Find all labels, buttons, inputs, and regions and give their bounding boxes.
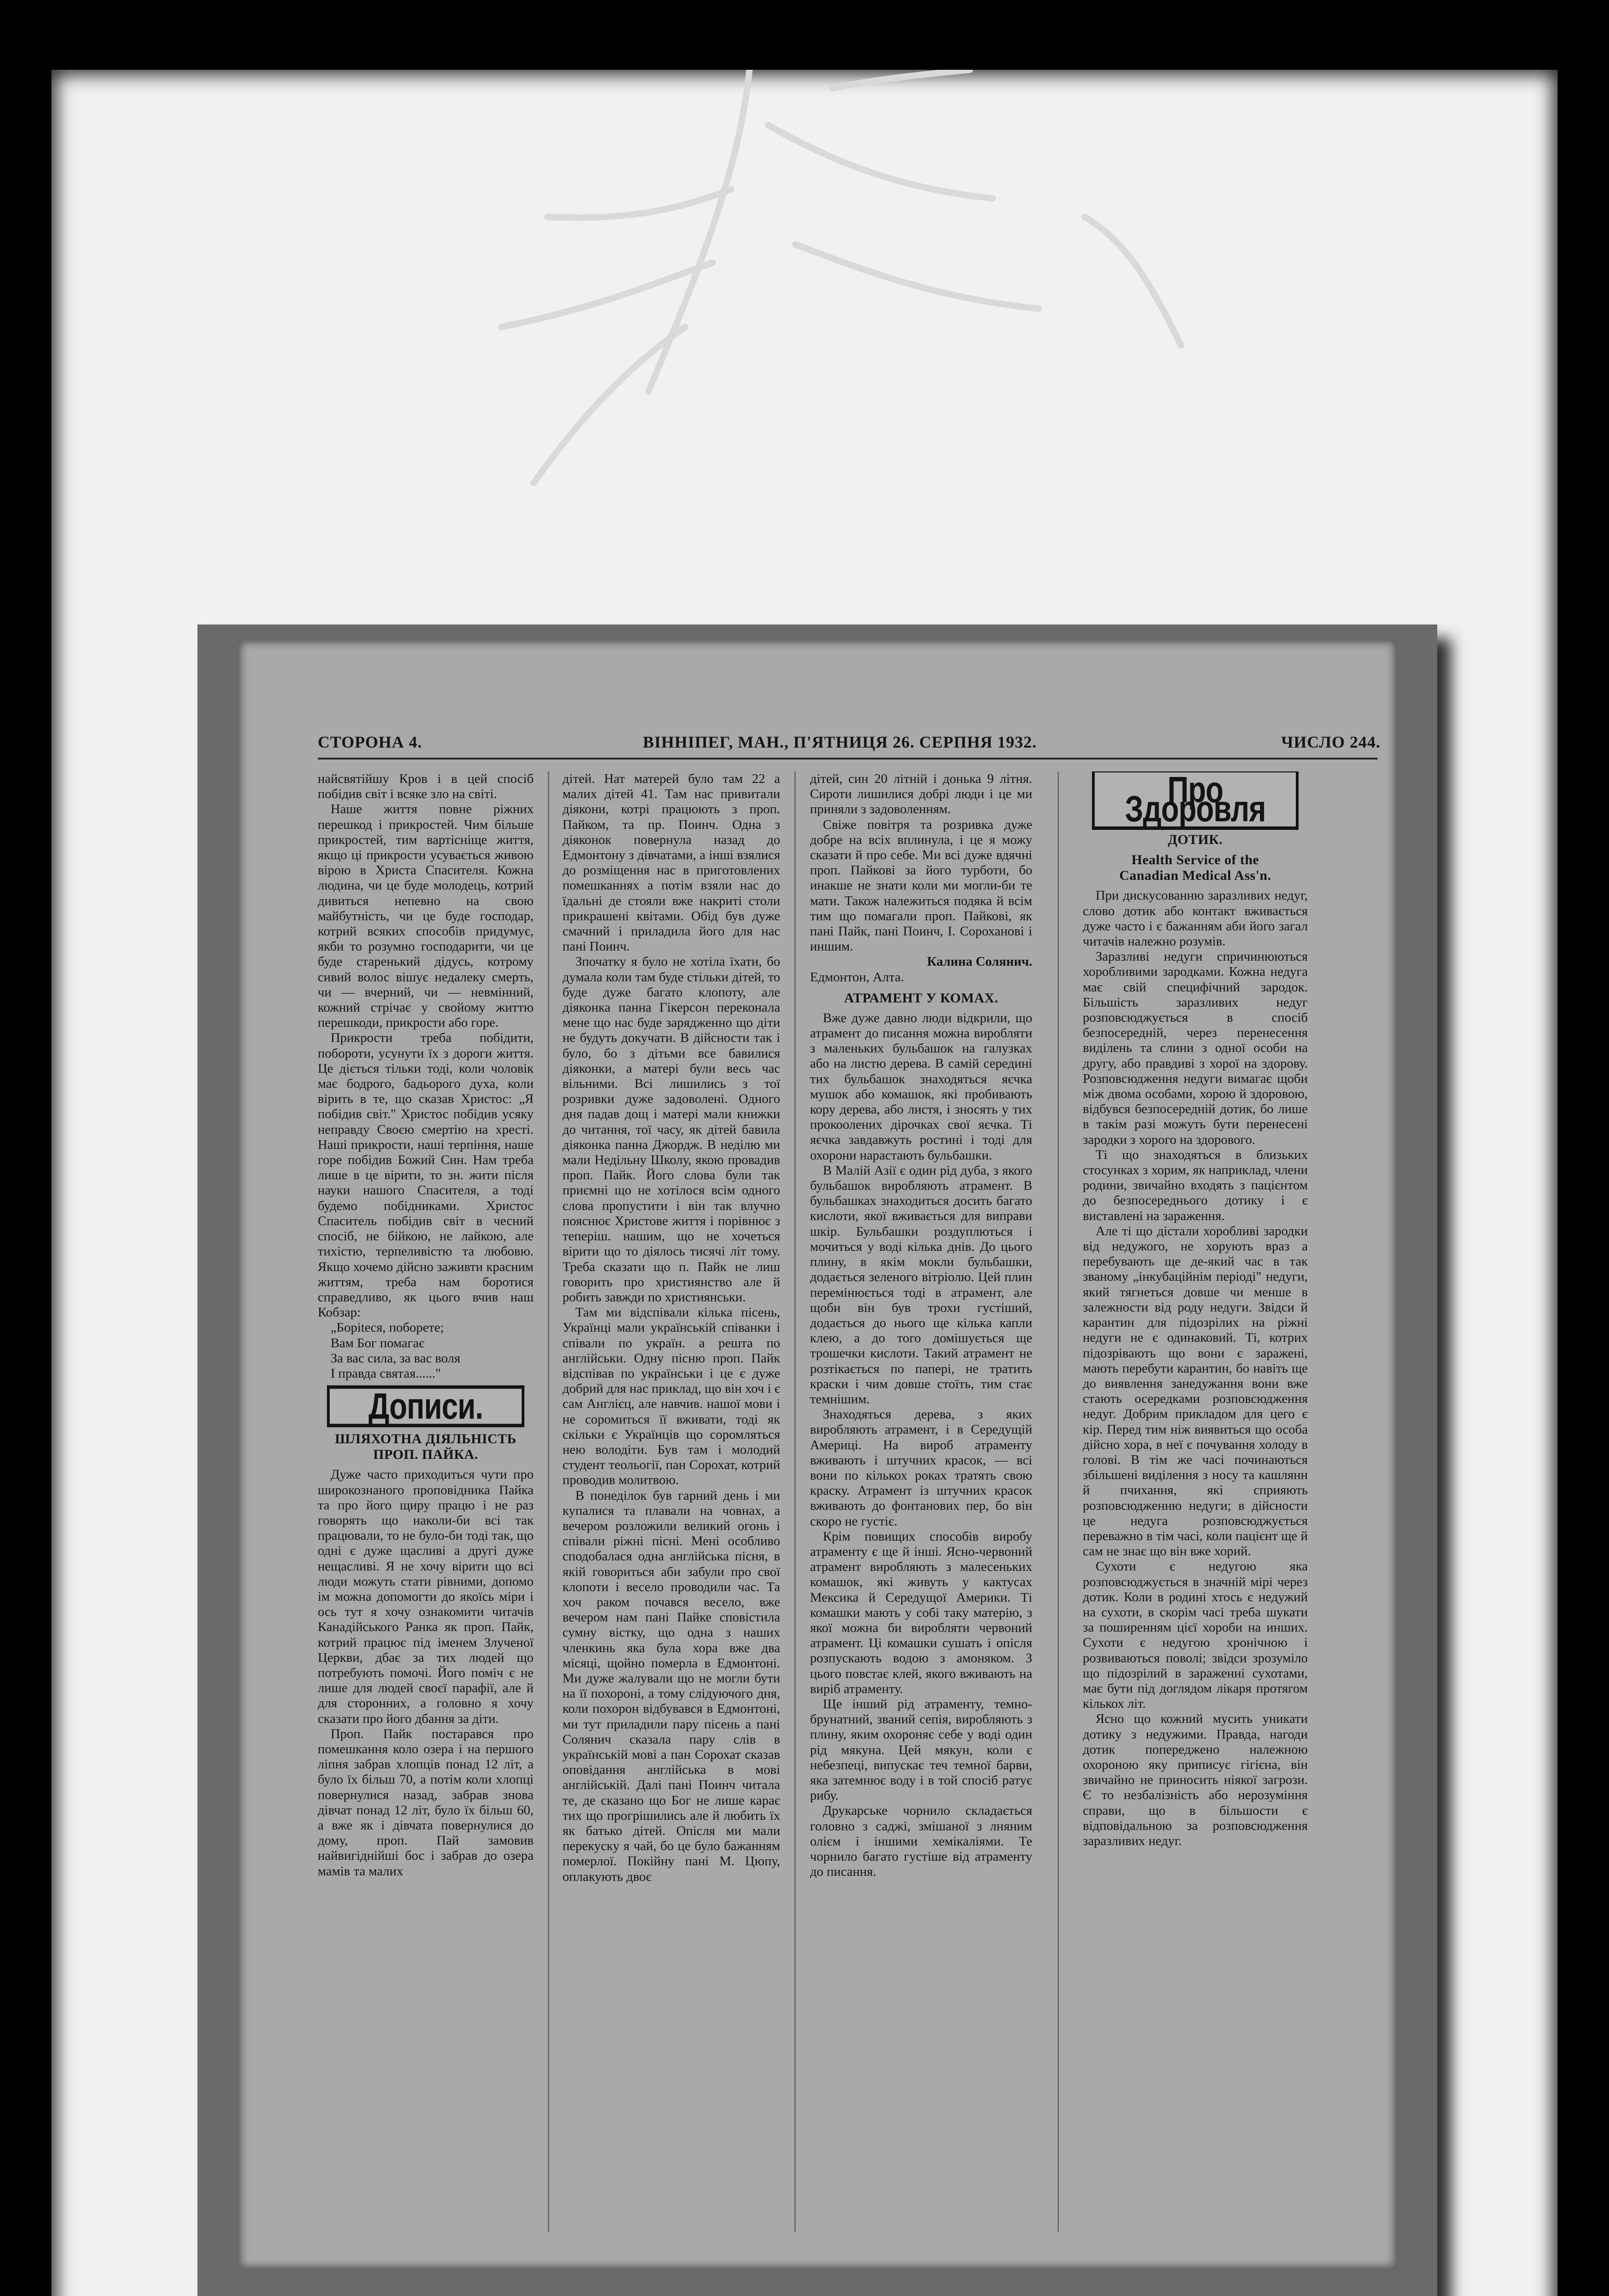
section-box-dopysy: Дописи. <box>327 1385 524 1428</box>
column-divider <box>794 771 796 2232</box>
column-1 <box>318 771 534 2232</box>
paragraph: Але ті що дістали хоробливі зародки від недужого, не хорують враз а перебувають ще де-який час в так званому „інкубаційнім періоді" недуги, який тягнеться довше чи менше в залежности від роду недуги. Звідси й карантин для підозрілих на ріжні недуги не є одинаковий. Ті, котрих підозрівають що вони є заражені, мають перебути карантин, бо навіть ще до виявлення занедужання вони вже стають осередками розповсюдження недуг. Добрим прикладом для цего є кір. Перед тим ніж виявиться що особа дійсно хора, в неї є почування холоду в голові. В тім же часі починаються збільшені виділення з носу та кашлянн й пчихання, які сприяють розповсюдженню недуги; в дійсности це недуга розповсюджується переважно в тім часі, коли пацієнт ще й сам не знає що він вже хорий. <box>1083 1223 1308 1559</box>
paragraph: Ясно що кожний мусить уникати дотику з недужими. Правда, нагоди дотик попереджено належною охороною яку приписує гігієна, він звичайно не приносить ніякої загрози. Є то незбалізність або нерозуміння справи, що в більшости є відповідальною за розповсюдження заразливих недуг. <box>1083 1711 1308 1848</box>
paragraph: дітей. Нат матерей було там 22 а малих дітей 41. Там нас привитали діякони, котрі працюють з проп. Пайком, та пр. Поинч. Одна з діяконок повернула назад до Едмонтону з дівчатами, а інші взялися до розміщення нас в приготовлених помешканнях а потім взяли нас до їдальні де стояли вже накриті столи прикрашені квітами. Обід був дуже смачний і приладила його для нас пані Поинч. <box>563 771 780 954</box>
article-title-line: ПРОП. ПАЙКА. <box>373 1447 478 1463</box>
paragraph: Крім повищих способів виробу атраменту є ще й інші. Ясно-червоний атрамент виробляють з малесеньких комашок, які живуть у кактусах Мексика й Середущої Америки. Ті комашки мають у собі таку матерію, з якої можна би виробляти червоний атрамент. Ці комашки сушать і опісля розпускають водою з амоняком. З цього повстає клей, якого вживають на виріб атраменту. <box>810 1529 1032 1696</box>
article-title: АТРАМЕНТ У КОМАХ. <box>844 990 998 1006</box>
article-source-line: Health Service of the <box>1131 852 1259 868</box>
paragraph: Ті що знаходяться в близьких стосунках з хорим, як наприклад, члени родини, звичайно входять з пацієнтом до безпосереднього дотику і є виставлені на зараження. <box>1083 1147 1308 1223</box>
page-number-label: СТОРОНА 4. <box>318 733 422 751</box>
paragraph: Зпочатку я було не хотіла їхати, бо думала коли там буде стільки дітей, то буде дуже багато клопоту, але діяконка панна Гікерсон переконала мене що нас буде зарядженно що діти не будуть докучати. В дійсности так і було, бо з дітьми все бавилися діяконки, а матері були весь час вільними. Всі лишились з тої розривки дуже задоволені. Одного дня падав дощ і матері мали книжки до читання, тої часу, як дітей бавила діяконка панна Джордж. В неділю ми мали Недільну Школу, якою провадив проп. Пайк. Його слова були так приємні що не хотілося всім одного слова пропустити і він так влучно пояснює Христове життя і порівнює з теперіш. нашим, що не хочеться вірити що то діялось тисячі літ тому. Треба сказати що п. Пайк не лиш говорить про християнство але й робить завжди по християнськи. <box>563 954 780 1305</box>
poem-line: „Боріteся, поборете; <box>331 1320 444 1335</box>
poem-quote <box>318 1320 534 1381</box>
signature-name: Калина Солянич. <box>927 954 1032 969</box>
column-3 <box>810 771 1032 2232</box>
poem-line: Вам Бог помагає <box>331 1335 425 1351</box>
branch-shadow <box>51 70 1558 644</box>
newspaper-page <box>239 641 1396 2268</box>
poem-line: І правда святая......" <box>331 1366 441 1381</box>
paragraph: Там ми відспівали кілька пісень, Українці мали українській співанки і співали по україн. а решта по англійськи. Одну пісню проп. Пайк відспівав по українськи і це є дуже добрий для нас приклад, що він хоч і є сам Англієц, але навчив. нашої мови і не соромиться її вживати, тоді як скільки є Українців що соромляться нею володіти. Був там і молодий студент теольогії, пан Сорохат, котрий проводив молитвою. <box>563 1305 780 1488</box>
article-title: ДОТИК. <box>1168 832 1223 848</box>
header-rule <box>318 758 1378 760</box>
paragraph: Друкарське чорнило складається головно з саджі, змішаної з лняним олієм і іншими хемікаліями. Те чорнило багато густіше від атраменту до писання. <box>810 1803 1032 1880</box>
issue-number-label: ЧИСЛО 244. <box>1281 733 1381 751</box>
column-divider <box>548 771 549 2232</box>
paragraph: Дуже часто приходиться чути про широкознаного проповідника Пайка та про його щиру працю і не раз говорять що наколи-би всі так працювали, то не було-би тоді так, що одні є дуже щасливі а другі дуже нещасливі. Я не хочу вірити що всі люди можуть стати рівними, допомо ім можна допомогти до якоїсь міри і ось тут я хочу ознакомити читачів Канадійського Ранка як проп. Пайк, котрий працює під іменем Злученої Церкви, дбає за тих людей що потребують помочі. Його поміч є не лише для людей своєї парафії, але й для сторонних, а головно я хочу сказати про його дбання за діти. <box>318 1467 534 1726</box>
paragraph: Вже дуже давно люди відкрили, що атрамент до писання можна виробляти з маленьких бульбашок на галузках або на листю дерева. В самій середині тих бульбашок знаходяться яєчка мушок або комашок, які пробивають кору дерева, або листя, і зносять у тих прокоолених дірочках свої яєчка. Ті яєчка завдавжуть ростині і тоді для охорони нарастають бульбашки. <box>810 1010 1032 1163</box>
column-divider <box>1058 771 1059 2232</box>
paragraph: Заразливі недуги спричинюються хоробливими зародками. Кожна недуга має свій специфічний зародок. Більшість заразливих недуг розповсюджується в спосіб безпосередній, через перенесення виділень та слини з одної особи на другу, або правдиві з хорої на здорову. Розповсюдження недуги вимагає щоби між двома особами, хорою й здоровою, відбувся безпосередній дотик, бо лише в такім разі можуть бути перенесені зародки з хорого на здорового. <box>1083 949 1308 1147</box>
article-source <box>1083 852 1308 884</box>
dateline: ВІННІПЕГ, МАН., П'ЯТНИЦЯ 26. СЕРПНЯ 1932. <box>643 733 1037 751</box>
paragraph: В понеділок був гарний день і ми купалися та плавали на човнах, а вечером розложили великий огонь і співали ріжні пісні. Мені особливо сподобалася одна англійська пісня, в якій говориться аби забули про свої клопоти і весело проводили час. Та хоч раком почався весело, вже вечером нам пані Пайке сповістила сумну вістку, що одна з наших членкинь яка була хора вже два місяці, щойно померла в Едмонтоні. Ми дуже жалували що не могли бути на її похороні, а тому слідуючого дня, коли похорон відбувався в Едмонтоні, ми тут приладили пару пісень а пані Солянич сказала пару слів в українській мові а пан Сорохат сказав оповідання англійська в мові англійській. Далі пані Поинч читала те, де сказано що Бог не лише карає тих що прогрішились але й любить їх як батько дітей. Опісля ми мали перекуску я чай, бо це було бажанням померлої. Покійну пані М. Цюпу, оплакують двоє <box>563 1488 780 1884</box>
paragraph: Знаходяться дерева, з яких виробляють атрамент, і в Середущій Америці. На вироб атраменту вживають і штучних красок, — всі вони по кількох роках тратять свою краску. Атрамент із штучних красок вживають до фонтанових пер, бо він скоро не густіє. <box>810 1407 1032 1529</box>
paragraph: Проп. Пайк постарався про помешкання коло озера і на першого ліпня забрав хлопців понад 12 літ, а було їх більш 70, а потім коли хлопці повернулися назад, забрав знова дівчат понад 12 літ, було їх більш 60, а вже як і дівчата повернулися до дому, проп. Пай замовив найвигіднійші бос і забрав до озера мамів та малих <box>318 1726 534 1879</box>
paragraph: найсвятійшу Кров і в цей спосіб побідив світ і всяке зло на світі. <box>318 771 534 802</box>
article-title <box>318 1431 534 1463</box>
column-2 <box>563 771 780 2232</box>
paragraph: В Малій Азії є один рід дуба, з якого бульбашок виробляють атрамент. В бульбашках знаходиться досить багато кислоти, якої вживається для виправи шкір. Бульбашки роздуплються і мочиться у воді кілька днів. До цього плину, в якім мокли бульбашки, додається зеленого вітріолю. Цей плин перемінюється тоді в атрамент, але щоби він був трохи густіший, додається до нього ще кілька капли клею, а до того домішується ще трошечки кислоти. Такий атрамент не розтікається по папері, не тратить краски і чим довше стоїть, тим стає темнішим. <box>810 1163 1032 1407</box>
paragraph: Ще інший рід атраменту, темно-брунатний, званий сепія, виробляють з плину, яким охороняє себе у воді один рід мякуна. Цей мякун, коли є небезпеці, випускає теч темної барви, яка затемнює воду і в той спосіб ратує рибу. <box>810 1696 1032 1803</box>
paragraph: дітей, син 20 літній і донька 9 літня. Сироти лишилися добрі люди і це ми приняли з задоволенням. <box>810 771 1032 817</box>
paragraph: Наше життя повне ріжних перешкод і прикростей. Чим більше прикростей, тим вартісніще життя, якщо ці прикрости усувається живою вірою в Христа Спасителя. Кожна людина, чи це буде молодець, котрий дивиться непевно на свою майбутність, чи це буде господар, котрий всяких способів придумує, якби то розумно господарити, чи це буде старенький дідусь, котрому сивий волос вішує недалеку смерть, чи — вчерний, чи — невмінний, кожний стрічає у свойому життю перешкоди, прикрости або горе. <box>318 802 534 1030</box>
paragraph: Свіже повітря та розривка дуже добре на всіх вплинула, і це я можу сказати й про себе. Ми всі дуже вдячні проп. Пайкові за його турботи, бо инакше не знати коли ми могли-би те мати. Також належиться подяка й всім тим що помагали проп. Пайкові, як пані Пайк, пані Поинч, І. Сороханові і иншим. <box>810 817 1032 954</box>
paragraph: При дискусованню заразливих недуг, слово дотик або контакт вживається дуже часто і є бажанням аби його загал читачів належно розумів. <box>1083 888 1308 949</box>
column-4 <box>1083 771 1308 2232</box>
article-title-line: ШЛЯХОТНА ДІЯЛЬНІСТЬ <box>335 1431 517 1447</box>
article-source-line: Canadian Medical Ass'n. <box>1119 868 1271 884</box>
paragraph: Прикрости треба побідити, побороти, усунути їх з дороги життя. Це діється тільки тоді, коли чоловік має бодрого, бадьорого духа, коли вірить в те, що сказав Христос: „Я побідив світ." Христос побідив усяку неправду Своєю смертію на хресті. Наші прикрости, наші терпіння, наше горе побідив Божий Син. Нам треба лише в це вірити, то зн. жити після науки нашого Спасителя, а тоді будемо побідниками. Христос Спаситель побідив світ в чесний спосіб, не бійкою, не лайкою, але тихістю, терпеливістю та любовю. Якщо хочемо дійсно заживти красним життям, треба нам боротися справедливо, як цього вчив наш Кобзар: <box>318 1030 534 1320</box>
section-box-pro-zdorovlia: Про Здоровля <box>1092 771 1299 830</box>
signature-place: Едмонтон, Алта. <box>810 969 904 985</box>
paragraph: Сухоти є недугою яка розповсюджується в значній мірі через дотик. Коли в родині хтось є недужий на сухоти, в скорім часі треба шукати за поширенням цієї хороби на инших. Сухоти є недугою хронічною і розвиваються поволі; звідси зрозуміло що підозрілий в зараженні сухотами, має бути під доглядом лікаря протягом кількох літ. <box>1083 1559 1308 1711</box>
poem-line: За вас сила, за вас воля <box>331 1351 461 1366</box>
